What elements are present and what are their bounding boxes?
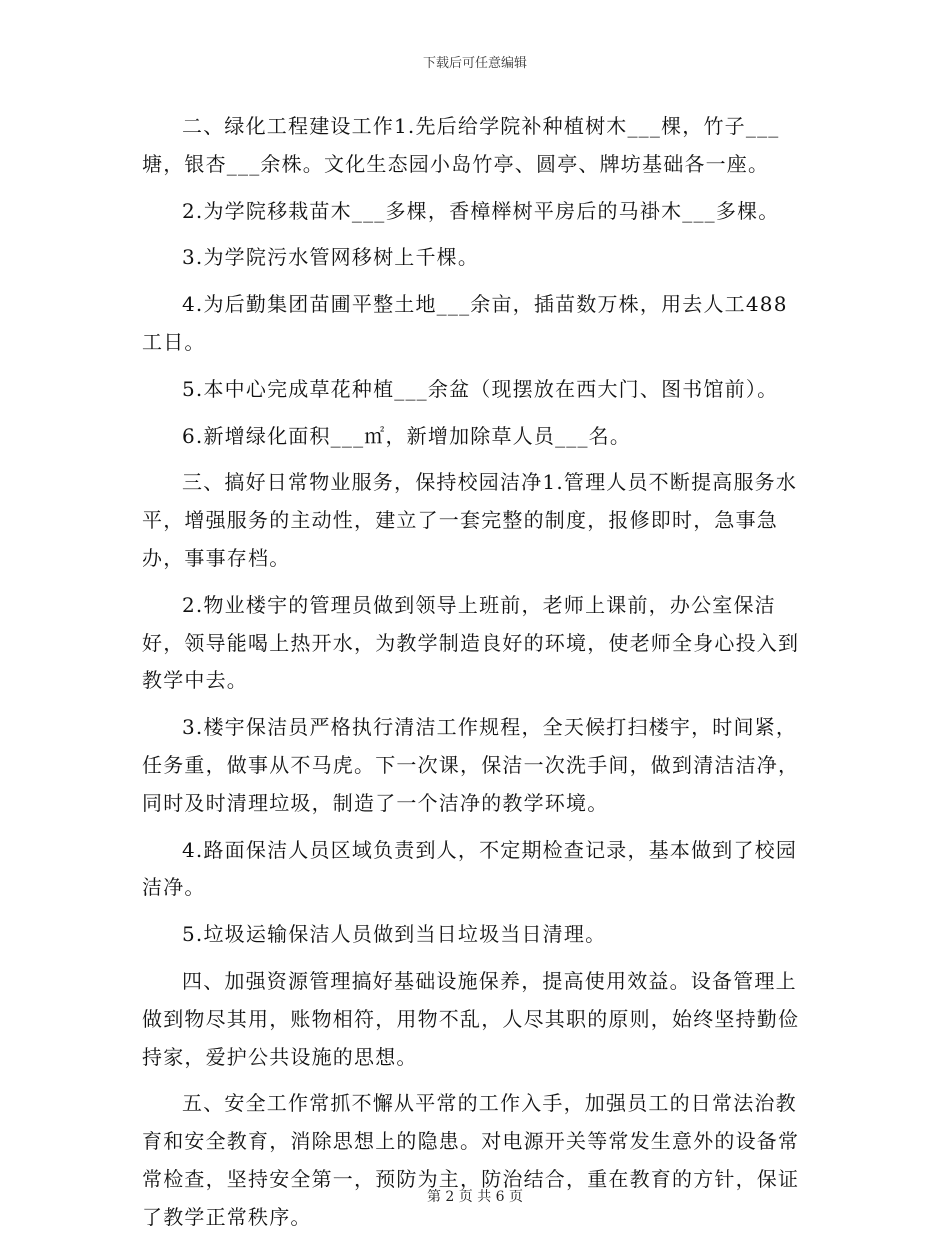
paragraph-property-intro: 三、搞好日常物业服务，保持校园洁净1.管理人员不断提高服务水平，增强服务的主动性，建立了一套完整的制度，报修即时，急事急办，事事存档。 — [142, 470, 798, 570]
paragraph-resource-management: 四、加强资源管理搞好基础设施保养，提高使用效益。设备管理上做到物尽其用，账物相符，用物不乱，人尽其职的原则，始终坚持勤俭持家，爱护公共设施的思想。 — [142, 968, 800, 1069]
paragraph-property-2: 2.物业楼宇的管理员做到领导上班前，老师上课前，办公室保洁好，领导能喝上热开水，为教学制造良好的环境，使老师全身心投入到教学中去。 — [142, 592, 800, 693]
paragraph-greening-4: 4.为后勤集团苗圃平整土地___余亩，插苗数万株，用去人工488工日。 — [142, 292, 788, 354]
paragraph-property-5: 5.垃圾运输保洁人员做到当日垃圾当日清理。 — [182, 922, 607, 947]
paragraph-greening-5: 5.本中心完成草花种植___余盆（现摆放在西大门、图书馆前）。 — [182, 376, 779, 401]
paragraph-greening-6: 6.新增绿化面积___㎡，新增加除草人员___名。 — [182, 423, 632, 448]
document-body — [142, 108, 808, 1237]
page-number-footer: 第 2 页 共 6 页 — [426, 1189, 524, 1205]
paragraph-property-4: 4.路面保洁人员区域负责到人，不定期检查记录，基本做到了校园洁净。 — [142, 837, 798, 900]
paragraph-property-3: 3.楼宇保洁员严格执行清洁工作规程，全天候打扫楼宇，时间紧，任务重，做事从不马虎。下一次课，保洁一次洗手间，做到清洁洁净，同时及时清理垃圾，制造了一个洁净的教学环境。 — [142, 715, 800, 815]
paragraph-greening-intro: 二、绿化工程建设工作1.先后给学院补种植树木___棵，竹子___塘，银杏___余株。文化生态园小岛竹亭、圆亭、牌坊基础各一座。 — [142, 114, 780, 176]
paragraph-greening-2: 2.为学院移栽苗木___多棵，香樟榉树平房后的马褂木___多棵。 — [182, 198, 780, 223]
paragraph-safety-work: 五、安全工作常抓不懈从平常的工作入手，加强员工的日常法治教育和安全教育，消除思想上的隐患。对电源开关等常发生意外的设备常常检查，坚持安全第一，预防为主，防治结合，重在教育的方针，保证了教学正常秩序。 — [142, 1091, 800, 1229]
paragraph-greening-3: 3.为学院污水管网移树上千棵。 — [182, 245, 480, 270]
page-header: 下载后可任意编辑 — [422, 56, 527, 71]
